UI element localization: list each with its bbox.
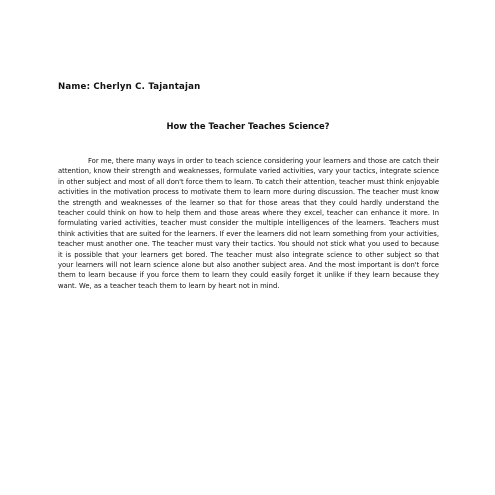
author-name: Name: Cherlyn C. Tajantajan [58, 82, 201, 92]
essay-paragraph: For me, there many ways in order to teach science considering your learners and those are catch their attention, know their strength and weaknesses, formulate varied activities, vary your tactics, integrate science in other subject and most of all don't force them to learn. To catch their attention, teacher must think enjoyable activities in the motivation process to motivate them to learn more during discussion. The teacher must know the strength and weaknesses of the learner so that for those areas that they could hardly understand the teacher could think on how to help them and those areas where they excel, teacher can enhance it more. In formulating varied activities, teacher must consider the multiple intelligences of the learners. Teachers must think activities that are suited for the learners. If ever the learners did not learn something from your activities, teacher must another one. The teacher must vary their tactics. You should not stick what you used to because it is possible that your learners get bored. The teacher must also integrate science to other subject so that your learners will not learn science alone but also another subject area. And the most important is don't force them to learn because if you force them to learn they could easily forget it unlike if they learn because they want. We, as a teacher teach them to learn by heart not in mind. [58, 157, 439, 290]
document-title: How the Teacher Teaches Science? [166, 121, 330, 131]
